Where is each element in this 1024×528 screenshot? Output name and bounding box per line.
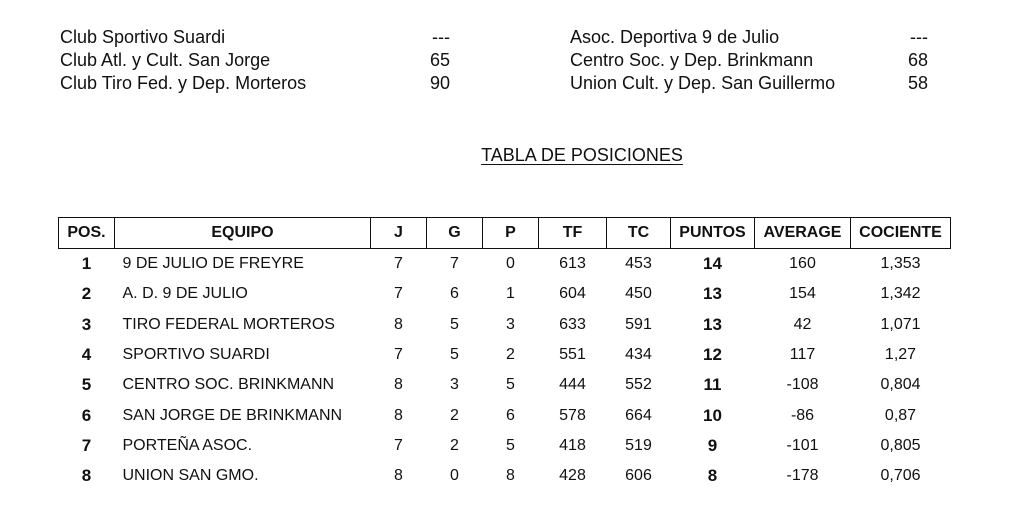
g-cell: 3 <box>450 376 459 394</box>
cociente-cell: 0,805 <box>880 436 921 454</box>
result-team: Centro Soc. y Dep. Brinkmann <box>570 50 814 70</box>
points-cell: 13 <box>703 314 722 334</box>
table-row <box>59 310 951 340</box>
pos-cell: 2 <box>81 284 92 304</box>
g-cell: 6 <box>450 285 459 303</box>
result-score: 68 <box>907 50 928 70</box>
team-cell: SAN JORGE DE BRINKMANN <box>122 406 343 424</box>
points-cell: 13 <box>703 284 722 304</box>
result-row <box>60 26 450 49</box>
match-results-left <box>60 26 450 95</box>
tc-cell: 450 <box>625 285 652 303</box>
points-cell: 12 <box>703 345 722 365</box>
tf-cell: 418 <box>559 436 586 454</box>
table-row <box>59 340 951 370</box>
result-row <box>570 26 928 49</box>
team-cell: TIRO FEDERAL MORTEROS <box>122 315 335 333</box>
p-cell: 0 <box>506 255 515 273</box>
col-header-tf: TF <box>539 218 607 249</box>
p-cell: 8 <box>506 467 515 485</box>
result-team: Club Sportivo Suardi <box>60 27 226 47</box>
team-cell: PORTEÑA ASOC. <box>122 436 253 454</box>
average-cell: -101 <box>786 436 819 454</box>
team-cell: 9 DE JULIO DE FREYRE <box>122 255 304 273</box>
table-row <box>59 431 951 461</box>
result-row <box>570 49 928 72</box>
average-cell: -108 <box>786 376 819 394</box>
result-score: --- <box>432 27 450 47</box>
col-header-tc: TC <box>607 218 671 249</box>
p-cell: 6 <box>506 406 515 424</box>
result-score: 65 <box>429 50 450 70</box>
pos-cell: 8 <box>81 466 92 486</box>
cociente-cell: 1,353 <box>880 255 921 273</box>
average-cell: 42 <box>793 315 812 333</box>
col-header-average: AVERAGE <box>755 218 851 249</box>
result-score: 90 <box>429 73 450 93</box>
team-cell: A. D. 9 DE JULIO <box>122 285 248 303</box>
cociente-cell: 0,804 <box>880 376 921 394</box>
result-team: Union Cult. y Dep. San Guillermo <box>570 73 836 93</box>
result-score: 58 <box>907 73 928 93</box>
table-row <box>59 461 951 491</box>
tc-cell: 434 <box>625 346 652 364</box>
table-row <box>59 370 951 400</box>
j-cell: 8 <box>394 406 403 424</box>
points-cell: 8 <box>707 466 718 486</box>
j-cell: 7 <box>394 255 403 273</box>
tf-cell: 444 <box>559 376 586 394</box>
match-results-right <box>570 26 928 95</box>
team-cell: CENTRO SOC. BRINKMANN <box>122 376 335 394</box>
p-cell: 5 <box>506 436 515 454</box>
g-cell: 2 <box>450 406 459 424</box>
average-cell: 154 <box>789 285 816 303</box>
j-cell: 8 <box>394 376 403 394</box>
col-header-j: J <box>371 218 427 249</box>
j-cell: 7 <box>394 436 403 454</box>
g-cell: 7 <box>450 255 459 273</box>
average-cell: -86 <box>790 406 815 424</box>
j-cell: 8 <box>394 467 403 485</box>
tc-cell: 606 <box>625 467 652 485</box>
p-cell: 3 <box>506 315 515 333</box>
tc-cell: 552 <box>625 376 652 394</box>
points-cell: 11 <box>703 375 722 395</box>
g-cell: 5 <box>450 346 459 364</box>
points-cell: 14 <box>703 254 722 274</box>
result-team: Asoc. Deportiva 9 de Julio <box>570 27 780 47</box>
standings-table <box>58 217 951 491</box>
g-cell: 5 <box>450 315 459 333</box>
result-team: Club Tiro Fed. y Dep. Morteros <box>60 73 307 93</box>
pos-cell: 6 <box>81 405 92 425</box>
average-cell: 117 <box>789 346 816 364</box>
pos-cell: 1 <box>81 254 92 274</box>
cociente-cell: 1,342 <box>880 285 921 303</box>
team-cell: SPORTIVO SUARDI <box>122 346 270 364</box>
j-cell: 7 <box>394 285 403 303</box>
standings-body <box>59 249 951 492</box>
tc-cell: 664 <box>625 406 652 424</box>
result-row <box>570 72 928 95</box>
pos-cell: 3 <box>81 314 92 334</box>
cociente-cell: 0,87 <box>884 406 917 424</box>
result-score: --- <box>910 27 928 47</box>
col-header-p: P <box>483 218 539 249</box>
table-row <box>59 279 951 309</box>
p-cell: 5 <box>506 376 515 394</box>
points-cell: 9 <box>707 435 718 455</box>
col-header-cociente: COCIENTE <box>851 218 951 249</box>
cociente-cell: 1,27 <box>884 346 917 364</box>
tc-cell: 453 <box>625 255 652 273</box>
cociente-cell: 1,071 <box>880 315 921 333</box>
result-row <box>60 49 450 72</box>
tc-cell: 519 <box>625 436 652 454</box>
pos-cell: 5 <box>81 375 92 395</box>
tc-cell: 591 <box>625 315 652 333</box>
result-team: Club Atl. y Cult. San Jorge <box>60 50 271 70</box>
average-cell: 160 <box>789 255 816 273</box>
tf-cell: 578 <box>559 406 586 424</box>
tf-cell: 604 <box>559 285 586 303</box>
table-row <box>59 400 951 430</box>
table-row <box>59 249 951 280</box>
p-cell: 1 <box>506 285 515 303</box>
result-row <box>60 72 450 95</box>
j-cell: 7 <box>394 346 403 364</box>
j-cell: 8 <box>394 315 403 333</box>
col-header-g: G <box>427 218 483 249</box>
pos-cell: 7 <box>81 435 92 455</box>
col-header-puntos: PUNTOS <box>671 218 755 249</box>
col-header-equipo: EQUIPO <box>115 218 371 249</box>
tf-cell: 613 <box>559 255 586 273</box>
standings-header-row <box>59 218 951 249</box>
cociente-cell: 0,706 <box>880 467 921 485</box>
tf-cell: 551 <box>559 346 586 364</box>
tf-cell: 633 <box>559 315 586 333</box>
col-header-pos: POS. <box>59 218 115 249</box>
g-cell: 2 <box>450 436 459 454</box>
standings-title: TABLA DE POSICIONES <box>481 145 683 165</box>
average-cell: -178 <box>786 467 819 485</box>
pos-cell: 4 <box>81 345 92 365</box>
points-cell: 10 <box>703 405 722 425</box>
p-cell: 2 <box>506 346 515 364</box>
tf-cell: 428 <box>559 467 586 485</box>
g-cell: 0 <box>450 467 459 485</box>
team-cell: UNION SAN GMO. <box>122 467 259 485</box>
